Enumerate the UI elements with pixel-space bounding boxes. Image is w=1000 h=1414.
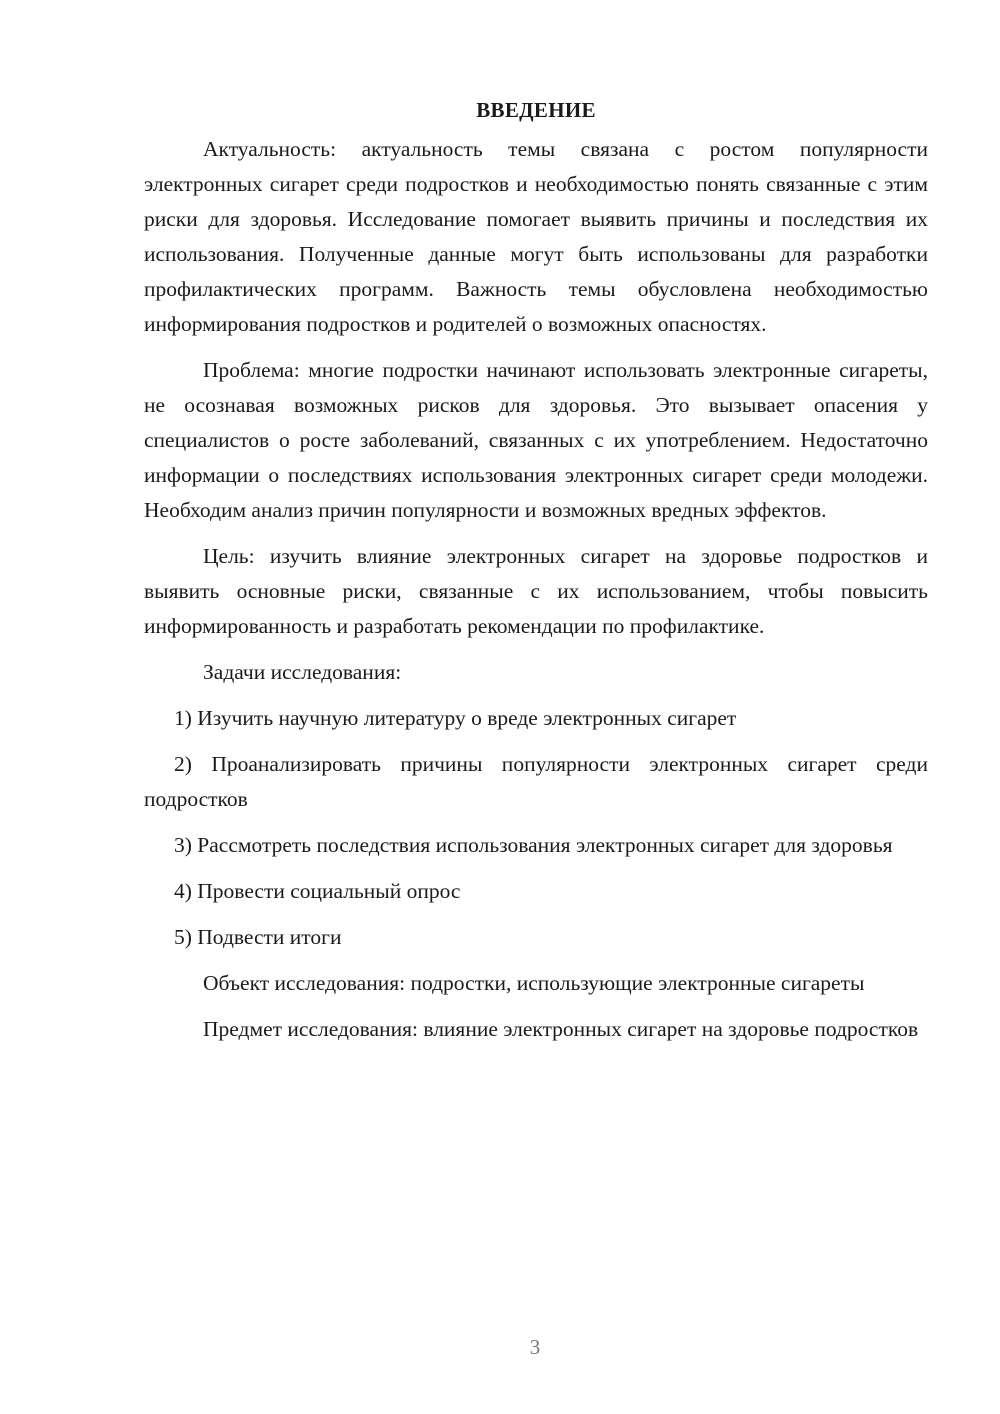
tasks-heading: Задачи исследования:: [203, 660, 402, 684]
list-item-task-5: 5) Подвести итоги: [174, 925, 342, 949]
document-page: [144, 92, 928, 1047]
paragraph-goal: Цель: изучить влияние электронных сигарет на здоровье подростков и выявить основные риски, связанные с их использованием, чтобы повысить информированность и разработать рекомендации по профилактике.: [144, 544, 928, 638]
paragraph-object: Объект исследования: подростки, использующие электронные сигареты: [203, 971, 865, 995]
list-item-task-2: 2) Проанализировать причины популярности электронных сигарет среди подростков: [144, 752, 928, 811]
page-number: 3: [529, 1335, 541, 1359]
paragraph-relevance: Актуальность: актуальность темы связана с ростом популярности электронных сигарет среди подростков и необходимостью понять связанные с этим риски для здоровья. Исследование помогает выявить причины и последствия их использования. Полученные данные могут быть использованы для разработки профилактических программ. Важность темы обусловлена необходимостью информирования подростков и родителей о возможных опасностях.: [144, 137, 928, 336]
list-item-task-3: 3) Рассмотреть последствия использования электронных сигарет для здоровья: [174, 833, 893, 857]
paragraph-problem: Проблема: многие подростки начинают использовать электронные сигареты, не осознавая возможных рисков для здоровья. Это вызывает опасения у специалистов о росте заболеваний, связанных с их употреблением. Недостаточно информации о последствиях использования электронных сигарет среди молодежи. Необходим анализ причин популярности и возможных вредных эффектов.: [144, 358, 928, 522]
list-item-task-1: 1) Изучить научную литературу о вреде электронных сигарет: [174, 706, 737, 730]
paragraph-subject: Предмет исследования: влияние электронных сигарет на здоровье подростков: [203, 1017, 919, 1041]
page-title: ВВЕДЕНИЕ: [476, 98, 596, 122]
list-item-task-4: 4) Провести социальный опрос: [174, 879, 461, 903]
